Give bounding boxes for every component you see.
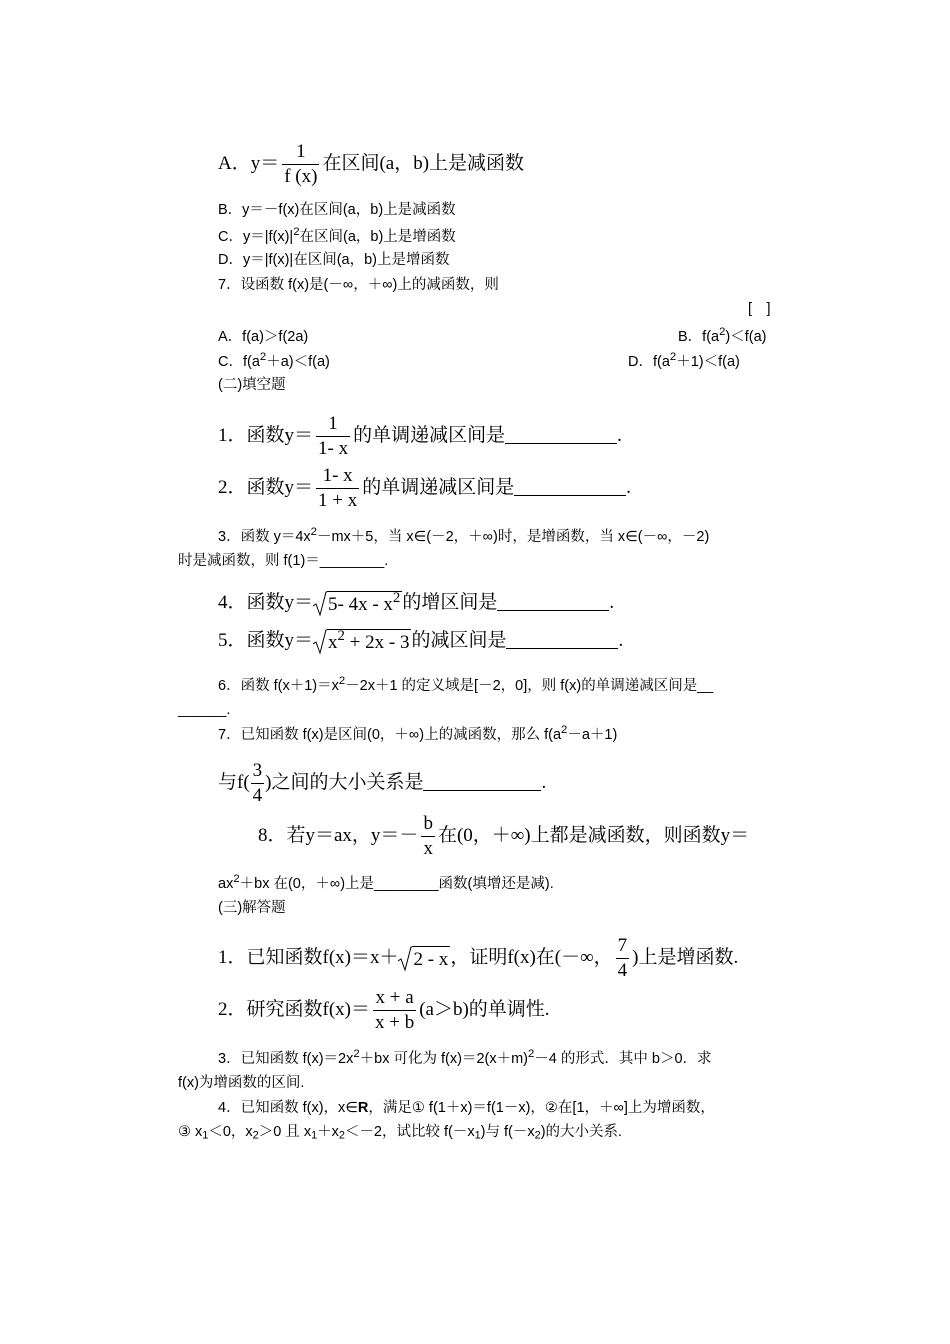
solve-question-1: 1．已知函数f(x)＝x＋ 2 - x ，证明f(x)在(－∞， $\frac{7}{4}$ )上是增函数. [218,935,739,982]
solve-question-2: 2．研究函数f(x)＝ $\frac{x + a}{x + b}$ (a＞b)的单调性. [218,987,550,1034]
square-root: $x^2 + 2x - 3$ [313,629,411,655]
fraction: $\frac{1}{1- x}$ [318,413,349,459]
option-7c: C．$f(a^2+a)<f(a)$ [218,350,330,370]
fill-question-6-line-2: ______. [178,702,231,718]
option-7a: A．f(a)＞f(2a) [218,329,309,345]
fraction: $\frac{1}{f (x)}$ [284,141,318,187]
fill-question-6-line-1: 6．函数 $f(x+1)=x^2-2x+1$ 的定义域是[－2，0]，则 f(x)的单调递减区间是__ [218,674,714,694]
option-6d: D．y＝|f(x)|在区间(a，b)上是增函数 [218,252,450,268]
fill-question-1: 1．函数y＝ $\frac{1}{1- x}$ 的单调递减区间是 . [218,413,622,459]
fraction: $\frac{x + a}{x + b}$ [374,987,415,1034]
solve-question-3-line-2: f(x)为增函数的区间. [178,1075,305,1091]
answer-blank[interactable] [506,627,618,649]
radical-sign-icon [313,629,327,655]
solve-question-4-line-2: ③ $x_1<0$，$x_2>0$ 且 $x_1+x_2<-2$，试比较 $f(-x_1)$与 $f(-x_2)$的大小关系. [178,1124,623,1142]
fraction: $\frac{7}{4}$ [617,935,628,982]
solve-question-3-line-1: 3．已知函数 $f(x)=2x^2+bx$ 可化为 $f(x)=2(x+m)^2-4$ 的形式．其中 b＞0．求 [218,1047,712,1067]
question-7-stem: 7．设函数 f(x)是(－∞，＋∞)上的减函数，则 [218,277,499,293]
fill-question-5: 5．函数y＝ $x^2 + 2x - 3$ 的减区间是 . [218,627,624,653]
answer-blank[interactable] [514,474,626,496]
fill-question-2: 2．函数y＝ $\frac{1- x}{1 + x}$ 的单调递减区间是 . [218,465,631,511]
radical-sign-icon [313,591,327,617]
square-root: 2 - x [398,946,450,972]
answer-blank[interactable] [505,422,617,444]
option-6a: A．y＝ $\frac{1}{f (x)}$ 在区间(a，b)上是减函数 [218,141,525,187]
option-7b: B．$f(a^2)<f(a)$ [678,325,767,345]
fill-question-4: 4．函数y＝ 5- $4x - x^2$ 的增区间是 . [218,589,615,615]
fill-question-7-line-2: 与f( $\frac{3}{4}$ )之间的大小关系是 . [218,760,547,807]
section-fill-in-heading: (二)填空题 [218,377,286,393]
fill-question-7-line-1: 7．已知函数 f(x)是区间(0，＋∞)上的减函数，那么 $f(a^2-a+1)$ [218,723,618,743]
radical-sign-icon [398,946,412,972]
option-6c: C．$y=|f(x)|^2$在区间(a，b)上是增函数 [218,225,456,245]
answer-blank[interactable] [423,769,541,791]
fill-question-8-line-1: 8．若y＝ax，y＝－ $\frac{b}{x}$ 在(0，＋∞)上都是减函数，则函数y＝ [258,813,750,860]
option-6b: B．y＝－f(x)在区间(a，b)上是减函数 [218,202,456,218]
answer-bracket: [ ] [748,301,771,317]
fraction: $\frac{1- x}{1 + x}$ [318,465,358,511]
fraction: $\frac{b}{x}$ [423,813,433,860]
fill-question-3-line-2: 时是减函数，则 f(1)＝________. [178,553,389,569]
square-root: 5- $4x - x^2$ [313,591,402,617]
solve-question-4-line-1: 4．已知函数 f(x)，x∈R，满足① f(1＋x)＝f(1－x)，②在[1，＋∞]上为增函数， [218,1100,715,1116]
fraction: $\frac{3}{4}$ [252,760,263,807]
section-answer-heading: (三)解答题 [218,900,286,916]
answer-blank[interactable] [497,589,609,611]
option-7d: D．$f(a^2+1)<f(a)$ [628,350,740,370]
fill-question-8-line-2: $ax^2+bx$ 在(0，＋∞)上是________函数(填增还是减). [218,872,554,892]
fill-question-3-line-1: 3．函数 $y=4x^2-mx+5$，当 x∈(－2，＋∞)时，是增函数，当 x∈(－∞，－2) [218,525,710,545]
